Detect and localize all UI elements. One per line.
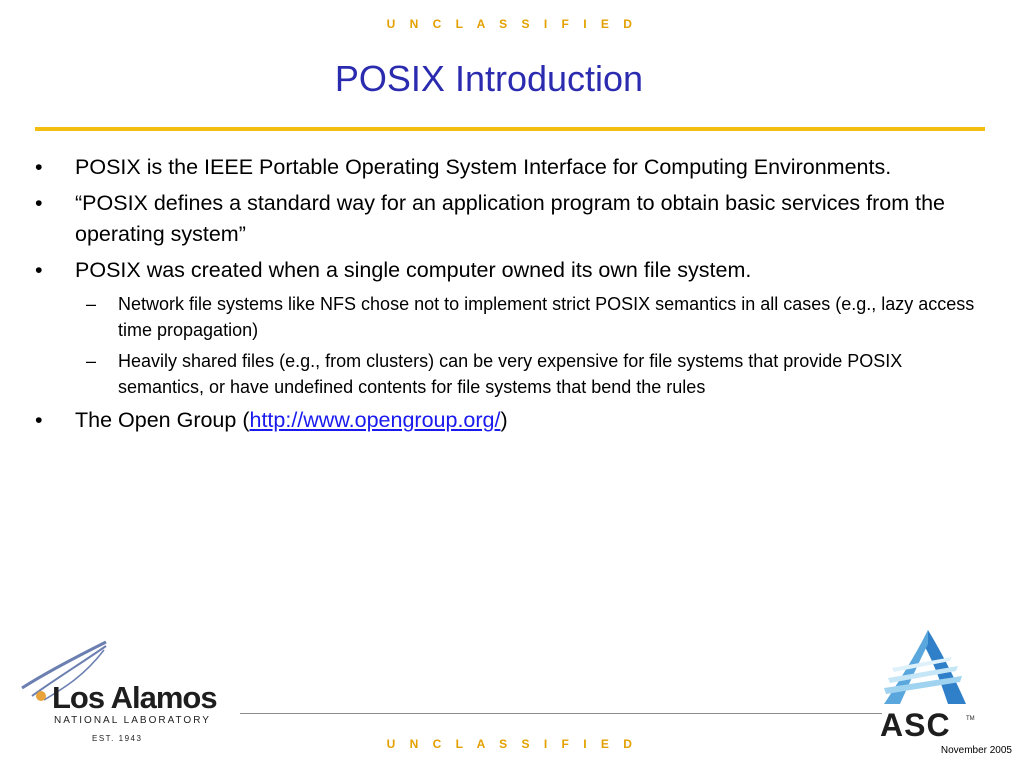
sub-bullet-item: [33, 291, 983, 343]
bullet-marker: •: [35, 155, 43, 179]
sub-bullet-text: Heavily shared files (e.g., from clusters) can be very expensive for file systems that provide POSIX semantics, or have undefined contents for file systems that bend the rules: [118, 351, 903, 397]
asc-wordmark: ASC: [880, 707, 951, 740]
slide-date: November 2005: [940, 745, 1012, 756]
sub-bullet-marker: –: [86, 294, 97, 314]
los-alamos-logo: [14, 636, 244, 746]
asc-tm: TM: [966, 716, 975, 722]
lanl-est: EST. 1943: [92, 734, 143, 743]
lanl-name: Los Alamos: [52, 680, 217, 715]
classification-banner-bottom: U N C L A S S I F I E D: [386, 737, 638, 751]
sub-bullet-item: [33, 348, 983, 400]
bullet-text: “POSIX defines a standard way for an application program to obtain basic services from the operating system”: [75, 191, 945, 246]
slide-content: [33, 152, 983, 441]
sub-bullet-text: Network file systems like NFS chose not to implement strict POSIX semantics in all cases (e.g., lazy access time propagation): [118, 294, 975, 340]
bullet-marker: •: [35, 191, 43, 215]
slide-title: POSIX Introduction: [334, 58, 644, 99]
bullet-item: [33, 255, 983, 286]
classification-banner-top: U N C L A S S I F I E D: [386, 17, 638, 31]
lanl-subtitle: NATIONAL LABORATORY: [54, 715, 211, 726]
title-divider: [35, 127, 985, 131]
bullet-text: POSIX is the IEEE Portable Operating System Interface for Computing Environments.: [75, 155, 892, 179]
bullet-marker: •: [35, 408, 43, 432]
bullet-item: [33, 405, 983, 436]
footer-divider: [240, 713, 882, 714]
bullet-text-prefix: The Open Group (: [75, 408, 250, 432]
sub-bullet-marker: –: [86, 351, 97, 371]
bullet-text: POSIX was created when a single computer owned its own file system.: [75, 258, 752, 282]
bullet-item: [33, 152, 983, 183]
bullet-item: [33, 188, 983, 250]
bullet-marker: •: [35, 258, 43, 282]
lanl-dot: [36, 691, 46, 701]
asc-arch-right: [922, 630, 966, 704]
asc-logo: [870, 628, 982, 740]
open-group-link[interactable]: http://www.opengroup.org/: [249, 408, 501, 432]
bullet-text-suffix: ): [500, 408, 508, 432]
